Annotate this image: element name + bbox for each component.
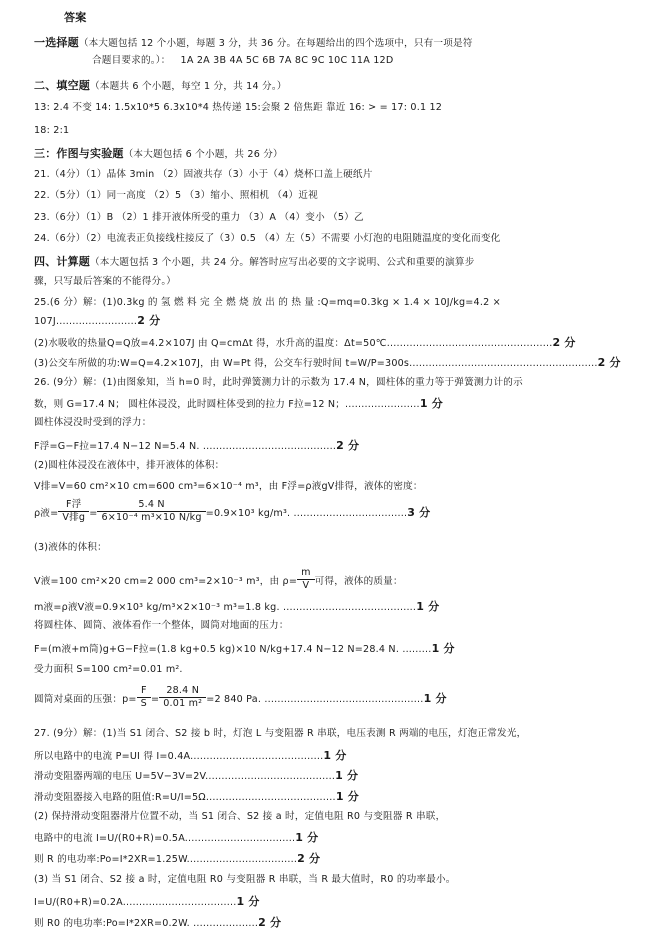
section-2-heading-line [34,80,652,92]
q26-line-2 [34,398,652,410]
answer-q23: 23.（6分）（1）B （2）1 排开液体所受的重力 （3）A （4）变小 （5）乙 [34,212,364,223]
answer-q22: 22.（5分）（1）同一高度 （2）5 （3）缩小、照相机 （4）近视 [34,190,318,201]
fraction-numerator: 28.4 N [159,685,206,698]
q26-line-3: 圆柱体浸没时受到的浮力： [34,417,152,428]
section-4-intro-cont: 骤，只写最后答案的不能得分。） [34,276,177,287]
score-mark: 1 分 [335,790,359,803]
fraction-numerator: 5.4 N [97,499,205,512]
fill-answers-line-1: 13: 2.4 不变 14: 1.5x10*5 6.3x10*4 热传递 15:会聚 2 倍焦距 靠近 16: > = 17: 0.1 12 [34,102,443,113]
answer-q24: 24.（6分）（2）电流表正负接线柱接反了（3）0.5 （4）左（5）不需要 小灯泡的电阻随温度的变化而变化 [34,233,501,244]
formula-lhs: ρ液= [34,507,59,519]
q27-line-9 [34,896,652,908]
score-mark: 1 分 [335,769,359,782]
q26-line-1: 26. (9分）解：(1)由图象知，当 h=0 时，此时弹簧测力计的示数为 17.4 N，圆柱体的重力等于弹簧测力计的示 [34,377,523,388]
fraction-numerator: m [297,567,315,580]
q27-line-3-text: 滑动变阻器两端的电压 U=5V−3V=2V........................................ [34,771,336,782]
q27-line-2-text: 所以电路中的电流 P=UI 得 I=0.4A......................................... [34,751,324,762]
fraction-denominator: 0.01 m² [163,698,203,710]
q27-line-6 [34,832,652,844]
q27-line-7 [34,853,652,865]
q26-line-10 [34,601,652,613]
section-3-intro: （本大题包括 6 个小题，共 26 分） [123,149,283,160]
section-1-answers-line [92,56,652,66]
score-mark: 2 分 [552,336,576,349]
score-mark: 1 分 [295,831,319,844]
q26-line-4-text: F浮=G−F拉=17.4 N−12 N=5.4 N. ......................................... [34,441,337,452]
score-mark: 1 分 [419,397,443,410]
fraction [137,685,151,711]
fraction-denominator: V排g [62,512,86,524]
score-mark: 2 分 [336,439,360,452]
q27-line-2 [34,750,652,762]
equals-sign: = [150,693,160,705]
q26-volume-text-cont: 可得，液体的质量： [314,575,403,587]
section-1-title: 一选择题 [34,36,79,49]
q27-line-6-text: 电路中的电流 I=U/(R0+R)=0.5A.................................. [34,833,296,844]
fraction-numerator: F浮 [58,499,89,512]
q25-line-2 [34,315,652,327]
equals-sign: = [89,507,98,519]
section-4-title: 四、计算题 [34,255,90,268]
q26-pressure-formula [34,686,652,712]
answer-q21: 21.（4分）（1）晶体 3min （2）固液共存（3）小于（4）烧杯口盖上硬纸片 [34,169,373,180]
q26-line-13: 受力面积 S=100 cm²=0.01 m². [34,664,183,675]
formula-result: =0.9×10³ kg/m³. ................................... [205,507,408,519]
q26-line-4 [34,440,652,452]
score-mark: 2 分 [258,916,282,929]
fraction-denominator: S [140,698,147,710]
q26-volume-text: V液=100 cm²×20 cm=2 000 cm³=2×10⁻³ m³，由 ρ= [34,575,298,587]
score-mark: 2 分 [297,852,321,865]
q26-line-11: 将圆柱体、圆筒、液体看作一个整体，圆筒对地面的压力： [34,620,289,631]
q25-line-2-text: 107J......................... [34,316,138,327]
q25-line-4 [34,357,652,369]
q26-density-formula [34,500,652,526]
score-mark: 3 分 [407,505,431,519]
section-1-intro: （本大题包括 12 个小题，每题 3 分，共 36 分。在每题给出的四个选项中，只有一项是符 [78,38,473,49]
q26-line-10-text: m液=ρ液V液=0.9×10³ kg/m³×2×10⁻³ m³=1.8 kg. ......................................... [34,602,417,613]
q25-line-3-text: (2)水吸收的热量Q=Q放=4.2×107J 由 Q=cmΔt 得，水升高的温度：Δt=50℃................................................... [34,338,553,349]
q27-line-4 [34,791,652,803]
q26-volume-line [34,568,652,594]
q26-line-8: (3)液体的体积： [34,542,107,553]
q25-line-3 [34,337,652,349]
q27-line-3 [34,770,652,782]
section-2-intro: （本题共 6 个小题，每空 1 分，共 14 分。） [90,81,287,92]
score-mark: 1 分 [236,895,260,908]
formula-result: =2 840 Pa. ................................................. [206,693,424,705]
q26-line-5: (2)圆柱体浸没在液体中，排开液体的体积： [34,460,225,471]
score-mark: 2 分 [137,314,161,327]
q26-line-6: V排=V=60 cm²×10 cm=600 cm³=6×10⁻⁴ m³，由 F浮=ρ液gV排得，液体的密度： [34,481,423,492]
q26-line-2-text: 数，则 G=17.4 N； 圆柱体浸没，此时圆柱体受到的拉力 F拉=12 N；....................... [34,399,420,410]
fraction [297,567,315,593]
section-4-intro: （本大题包括 3 个小题，共 24 分。解答时应写出必要的文字说明、公式和重要的演算步 [90,257,475,268]
page-title: 答案 [64,11,87,24]
section-1-heading-line [34,37,652,49]
choice-answers: 1A 2A 3B 4A 5C 6B 7A 8C 9C 10C 11A 12D [180,55,394,66]
q27-line-1: 27. (9分）解：(1)当 S1 闭合、S2 接 b 时，灯泡 L 与变阻器 R 串联，电压表测 R 两端的电压，灯泡正常发光， [34,728,527,739]
fraction [97,499,205,525]
formula-lhs: 圆筒对桌面的压强：p= [34,693,137,705]
q25-line-1: 25.(6 分）解：(1)0.3kg 的 氢 燃 料 完 全 燃 烧 放 出 的 热 量 :Q=mq=0.3kg × 1.4 × 10J/kg=4.2 × [34,297,501,308]
q27-line-5: (2) 保持滑动变阻器滑片位置不动，当 S1 闭合、S2 接 a 时，定值电阻 R0 与变阻器 R 串联， [34,811,446,822]
section-4-heading-line [34,256,652,268]
section-1-intro-cont: 合题目要求的。）： [92,55,171,66]
fraction [58,499,89,525]
q27-line-9-text: I=U/(R0+R)=0.2A................................... [34,897,237,908]
q27-line-8: (3) 当 S1 闭合、S2 接 a 时，定值电阻 R0 与变阻器 R 串联，当 R 最大值时，R0 的功率最小。 [34,874,456,885]
fraction [159,685,206,711]
score-mark: 1 分 [431,642,455,655]
section-2-title: 二、填空题 [34,79,90,92]
q26-line-12 [34,643,652,655]
q27-line-4-text: 滑动变阻器接入电路的阻值:R=U/I=5Ω........................................ [34,792,336,803]
q27-line-10-text: 则 R0 的电功率:Po=I*2XR=0.2W. .................... [34,918,259,929]
score-mark: 2 分 [597,356,621,369]
q26-line-12-text: F=(m液+m筒)g+G−F拉=(1.8 kg+0.5 kg)×10 N/kg+17.4 N−12 N=28.4 N. ......... [34,644,432,655]
score-mark: 1 分 [323,749,347,762]
q27-line-7-text: 则 R 的电功率:Po=I*2XR=1.25W.................................. [34,854,298,865]
score-mark: 1 分 [416,600,440,613]
fraction-denominator: 6×10⁻⁴ m³×10 N/kg [101,512,202,524]
fill-answers-line-2: 18: 2:1 [34,125,70,136]
q27-line-10 [34,917,652,929]
score-mark: 1 分 [423,691,447,705]
section-3-heading-line [34,148,652,160]
fraction-numerator: F [137,685,151,698]
section-3-title: 三：作图与实验题 [34,147,124,160]
fraction-denominator: V [302,580,310,592]
q25-line-4-text: (3)公交车所做的功:W=Q=4.2×107J，由 W=Pt 得，公交车行驶时间 t=W/P=300s.......................................................... [34,358,598,369]
